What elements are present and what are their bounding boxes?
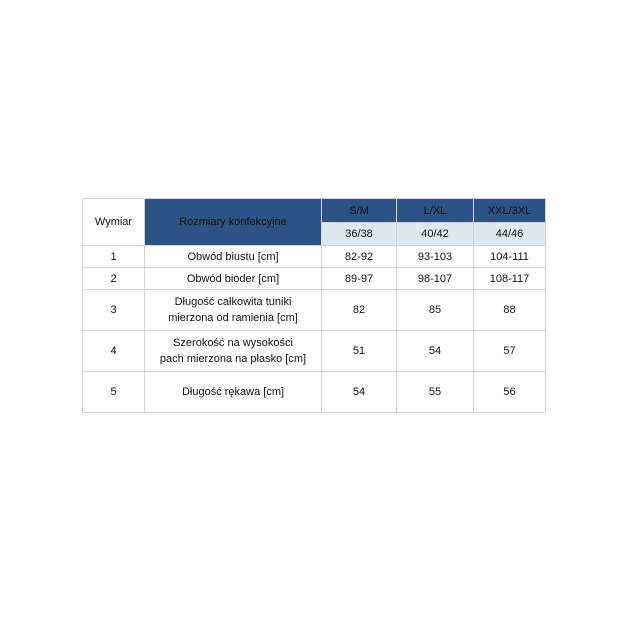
value-cell: 51 xyxy=(322,331,397,372)
table-row xyxy=(83,268,546,290)
size-code-xxl3xl: XXL/3XL xyxy=(474,199,546,223)
measurement-name xyxy=(145,268,322,290)
measurement-name xyxy=(145,290,322,331)
size-eu-36-38: 36/38 xyxy=(322,223,397,246)
row-number: 5 xyxy=(83,372,145,413)
size-code-sm: S/M xyxy=(322,199,397,223)
measurement-name xyxy=(145,246,322,268)
dimension-header: Wymiar xyxy=(83,199,145,246)
value-cell: 54 xyxy=(397,331,474,372)
measurement-name-line: Długość rękawa [cm] xyxy=(181,386,285,398)
value-cell: 85 xyxy=(397,290,474,331)
value-cell: 56 xyxy=(474,372,546,413)
measurement-name xyxy=(145,372,322,413)
table-row xyxy=(83,331,546,372)
table-row xyxy=(83,290,546,331)
value-cell: 55 xyxy=(397,372,474,413)
value-cell: 57 xyxy=(474,331,546,372)
size-eu-40-42: 40/42 xyxy=(397,223,474,246)
row-number: 3 xyxy=(83,290,145,331)
row-number: 2 xyxy=(83,268,145,290)
size-chart-table xyxy=(82,198,546,413)
size-eu-44-46: 44/46 xyxy=(474,223,546,246)
value-cell: 108-117 xyxy=(474,268,546,290)
row-number: 1 xyxy=(83,246,145,268)
value-cell: 93-103 xyxy=(397,246,474,268)
table-row xyxy=(83,246,546,268)
measurement-name xyxy=(145,331,322,372)
table-row xyxy=(83,372,546,413)
value-cell: 98-107 xyxy=(397,268,474,290)
value-cell: 54 xyxy=(322,372,397,413)
measurement-name-line: Obwód biustu [cm] xyxy=(187,250,279,263)
value-cell: 89-97 xyxy=(322,268,397,290)
value-cell: 82 xyxy=(322,290,397,331)
measurement-name-line: Szerokość na wysokości xyxy=(173,337,293,349)
measurement-name-line: pach mierzona na płasko [cm] xyxy=(159,353,307,365)
row-number: 4 xyxy=(83,331,145,372)
size-code-lxl: L/XL xyxy=(397,199,474,223)
value-cell: 82-92 xyxy=(322,246,397,268)
measurement-name-line: mierzona od ramienia [cm] xyxy=(168,312,298,324)
sizes-header: Rozmiary konfekcyjne xyxy=(145,199,322,246)
value-cell: 104-111 xyxy=(474,246,546,268)
measurement-name-line: Obwód bioder [cm] xyxy=(186,272,280,285)
measurement-name-line: Długość całkowita tuniki xyxy=(174,296,292,308)
value-cell: 88 xyxy=(474,290,546,331)
